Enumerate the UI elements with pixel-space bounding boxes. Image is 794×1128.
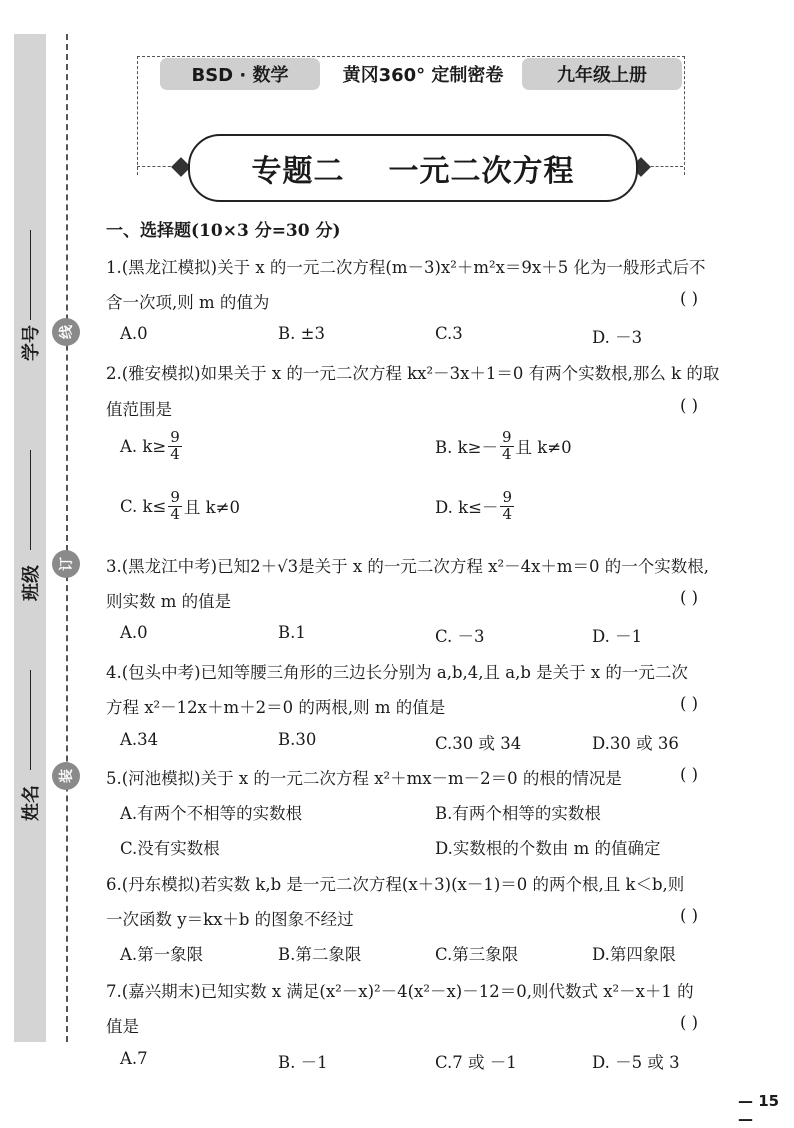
class-underline[interactable] <box>14 450 46 560</box>
q6-answer-blank[interactable]: ( ) <box>680 906 699 925</box>
q5-option-c[interactable]: C.没有实数根 <box>120 839 220 858</box>
q1-option-c[interactable]: C.3 <box>435 324 463 343</box>
grade-tag: 九年级上册 <box>522 58 682 90</box>
q5-stem: 5.(河池模拟)关于 x 的一元二次方程 x²＋mx－m－2＝0 的根的情况是 <box>106 769 622 788</box>
q2-option-d[interactable] <box>435 490 516 523</box>
q3-option-a[interactable]: A.0 <box>120 623 148 642</box>
q2-d-prefix: D. k≤－ <box>435 498 499 518</box>
q4-option-b[interactable]: B.30 <box>278 730 317 749</box>
q4-option-c[interactable]: C.30 或 34 <box>435 734 522 753</box>
q2-c-prefix: C. k≤ <box>120 496 167 516</box>
cut-mark-line: 线 <box>52 318 80 346</box>
q6-option-d[interactable]: D.第四象限 <box>592 945 676 964</box>
q2-option-c[interactable] <box>120 490 240 523</box>
q4-option-a[interactable]: A.34 <box>120 730 159 749</box>
q3-stem-line1: 3.(黑龙江中考)已知2＋√3是关于 x 的一元二次方程 x²－4x＋m＝0 的一个实数根, <box>106 557 710 576</box>
q5-option-a[interactable]: A.有两个不相等的实数根 <box>120 804 303 823</box>
section-heading: 一、选择题(10×3 分=30 分) <box>106 221 341 241</box>
q3-option-d[interactable]: D. －1 <box>592 627 643 646</box>
q3-option-c[interactable]: C. －3 <box>435 627 485 646</box>
q2-b-suffix: 且 k≠0 <box>515 438 572 458</box>
q2-c-suffix: 且 k≠0 <box>183 498 240 518</box>
q1-stem-line2: 含一次项,则 m 的值为 <box>106 293 270 312</box>
q2-b-prefix: B. k≥－ <box>435 438 498 458</box>
q2-a-denominator: 4 <box>170 444 180 463</box>
q6-option-a[interactable]: A.第一象限 <box>120 945 204 964</box>
q4-stem-line1: 4.(包头中考)已知等腰三角形的三边长分别为 a,b,4,且 a,b 是关于 x 的一元二次 <box>106 663 688 682</box>
q2-answer-blank[interactable]: ( ) <box>680 396 699 415</box>
q6-stem-line1: 6.(丹东模拟)若实数 k,b 是一元二次方程(x＋3)(x－1)＝0 的两个根,且 k＜b,则 <box>106 875 685 894</box>
q2-b-denominator: 4 <box>501 444 512 463</box>
student-id-label: 学号 <box>21 325 42 361</box>
q5-answer-blank[interactable]: ( ) <box>680 765 699 784</box>
q2-a-fraction <box>168 430 182 463</box>
q4-answer-blank[interactable]: ( ) <box>680 694 699 713</box>
q7-stem-line2: 值是 <box>106 1017 139 1036</box>
q5-option-b[interactable]: B.有两个相等的实数根 <box>435 804 601 823</box>
q7-option-d[interactable]: D. －5 或 3 <box>592 1053 680 1072</box>
q7-option-c[interactable]: C.7 或 －1 <box>435 1053 517 1072</box>
student-id-underline[interactable] <box>14 230 46 330</box>
q2-option-b[interactable] <box>435 430 572 463</box>
q2-stem-line2: 值范围是 <box>106 400 172 419</box>
q5-option-d[interactable]: D.实数根的个数由 m 的值确定 <box>435 839 661 858</box>
name-underline[interactable] <box>14 670 46 780</box>
student-id-field <box>14 325 46 361</box>
q3-stem-line2: 则实数 m 的值是 <box>106 592 232 611</box>
q2-c-denominator: 4 <box>170 504 180 523</box>
q1-stem-line1: 1.(黑龙江模拟)关于 x 的一元二次方程(m－3)x²＋m²x＝9x＋5 化为一般形式后不 <box>106 258 706 277</box>
q1-option-d[interactable]: D. －3 <box>592 328 643 347</box>
topic-title <box>188 134 638 202</box>
binding-dashed-line <box>66 34 68 1042</box>
series-title: 黄冈360° 定制密卷 <box>326 58 520 90</box>
subject-tag: BSD · 数学 <box>160 58 320 90</box>
q2-d-numerator: 9 <box>502 488 513 506</box>
q2-stem-line1: 2.(雅安模拟)如果关于 x 的一元二次方程 kx²－3x＋1＝0 有两个实数根,那么 k 的取 <box>106 364 720 383</box>
q2-c-fraction <box>168 490 182 523</box>
topic-name: 一元二次方程 <box>388 154 575 189</box>
q3-answer-blank[interactable]: ( ) <box>680 588 699 607</box>
q7-option-a[interactable]: A.7 <box>120 1049 148 1068</box>
q2-d-fraction <box>500 490 514 523</box>
class-label: 班级 <box>21 565 42 601</box>
q6-option-c[interactable]: C.第三象限 <box>435 945 519 964</box>
q4-option-d[interactable]: D.30 或 36 <box>592 734 679 753</box>
q2-d-denominator: 4 <box>502 504 513 523</box>
q6-stem-line2: 一次函数 y＝kx＋b 的图象不经过 <box>106 910 354 929</box>
name-label: 姓名 <box>21 785 42 821</box>
q2-c-numerator: 9 <box>170 488 180 506</box>
cut-mark-install: 装 <box>52 762 80 790</box>
name-field <box>14 785 46 821</box>
q4-stem-line2: 方程 x²－12x＋m＋2＝0 的两根,则 m 的值是 <box>106 698 446 717</box>
q1-option-b[interactable]: B. ±3 <box>278 324 325 343</box>
q2-a-numerator: 9 <box>170 428 180 446</box>
q7-option-b[interactable]: B. －1 <box>278 1053 328 1072</box>
q1-option-a[interactable]: A.0 <box>120 324 148 343</box>
q2-b-numerator: 9 <box>501 428 512 446</box>
topic-number: 专题二 <box>251 154 345 189</box>
q2-b-fraction <box>500 430 514 463</box>
q7-answer-blank[interactable]: ( ) <box>680 1013 699 1032</box>
cut-mark-bind: 订 <box>52 550 80 578</box>
q1-answer-blank[interactable]: ( ) <box>680 289 699 308</box>
q2-option-a[interactable] <box>120 430 184 463</box>
q2-a-prefix: A. k≥ <box>120 436 167 456</box>
q3-option-b[interactable]: B.1 <box>278 623 306 642</box>
page-number: — 15 — <box>738 1092 780 1128</box>
class-field <box>14 565 46 601</box>
q7-stem-line1: 7.(嘉兴期末)已知实数 x 满足(x²－x)²－4(x²－x)－12＝0,则代数式 x²－x＋1 的 <box>106 982 694 1001</box>
q6-option-b[interactable]: B.第二象限 <box>278 945 362 964</box>
